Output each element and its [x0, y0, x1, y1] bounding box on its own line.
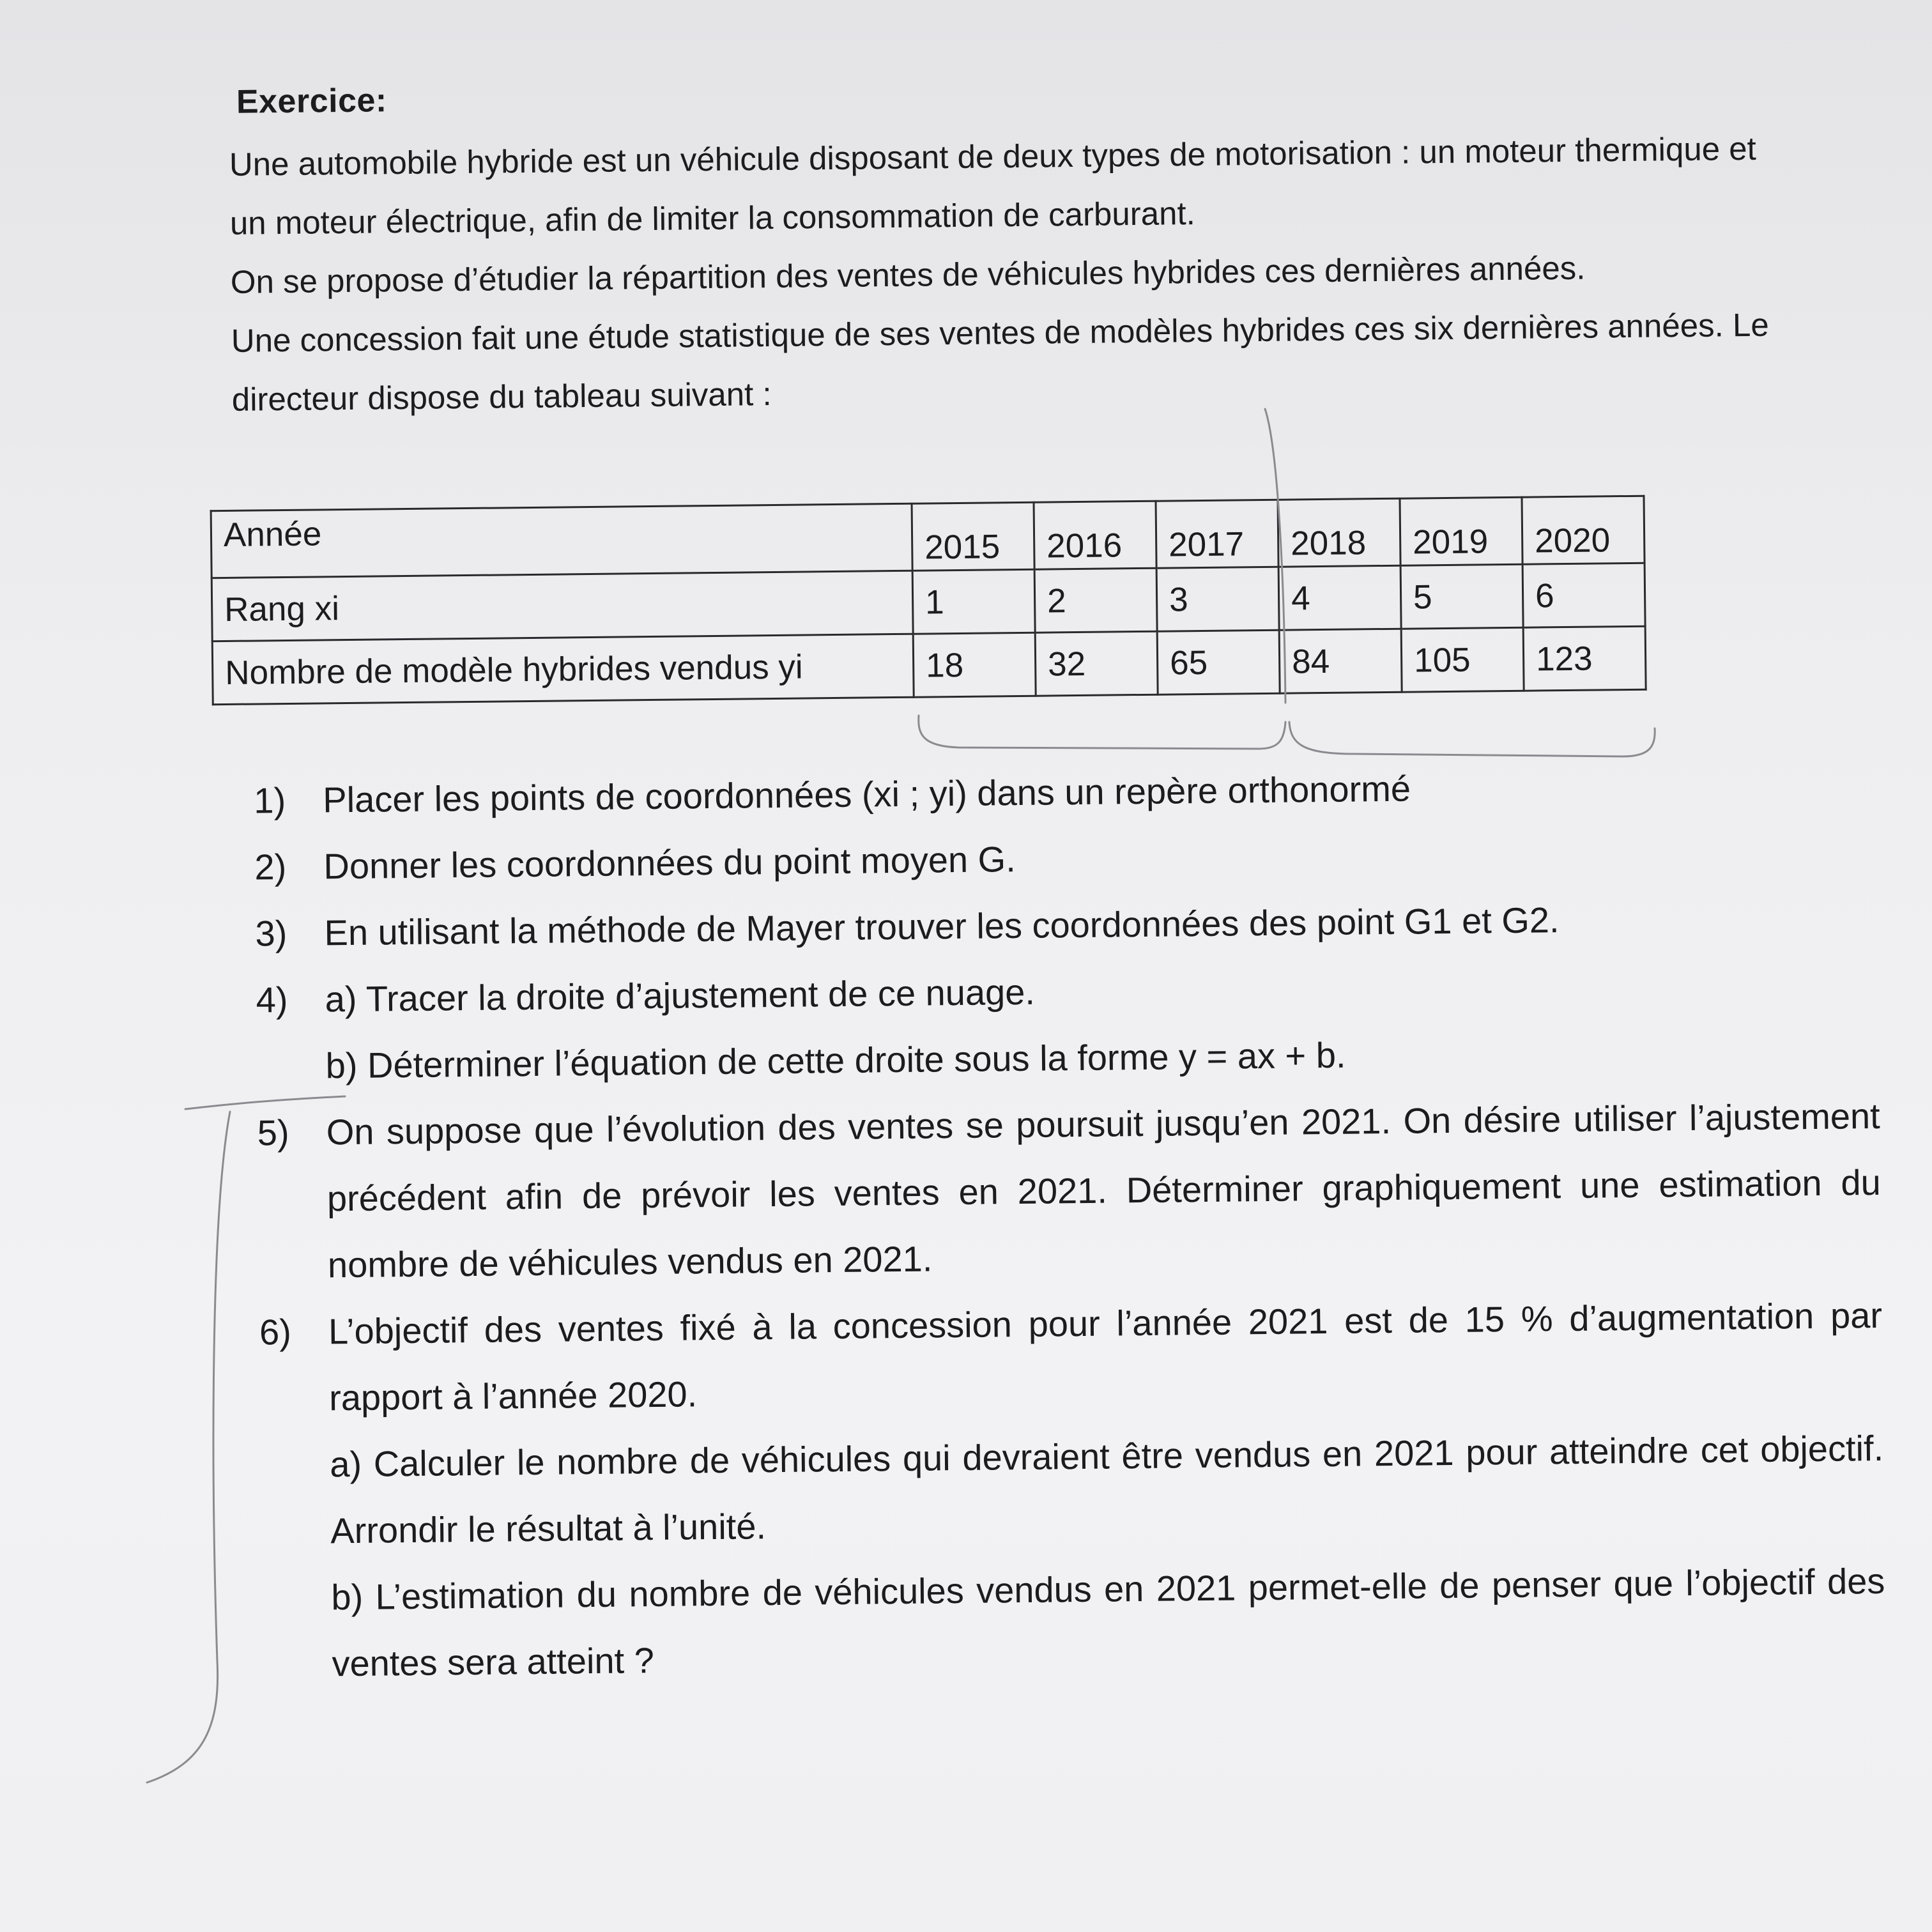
row-label: Rang xi	[211, 571, 913, 641]
question-text: Placer les points de coordonnées (xi ; yi) dans un repère orthonormé	[323, 768, 1411, 820]
table-cell: 1	[912, 569, 1035, 634]
exercise-title: Exercice:	[236, 82, 387, 121]
question-text: En utilisant la méthode de Mayer trouver les coordonnées des point G1 et G2.	[324, 900, 1560, 953]
intro-paragraph: Une automobile hybride est un véhicule disposant de deux types de motorisation : un moteur thermique et un moteur électrique, afin de limiter la consommation de carburant.	[229, 130, 1756, 241]
table-cell: 2016	[1034, 501, 1156, 569]
row-label: Année	[211, 503, 912, 578]
table-cell: 2015	[912, 502, 1034, 571]
question-text: b) L’estimation du nombre de véhicules vendus en 2021 permet-elle de penser que l’objectif des ventes sera atteint ?	[331, 1560, 1885, 1684]
question-number: 1)	[254, 780, 286, 821]
question-text: On suppose que l’évolution des ventes se poursuit jusqu’en 2021. On désire utiliser l’ajustement précédent afin de prévoir les ventes en 2021. Déterminer graphiquement une estimation du nombre de véhicules vendus en 2021.	[326, 1095, 1882, 1285]
table-cell: 65	[1157, 630, 1280, 694]
table-cell: 2018	[1278, 498, 1400, 567]
question-number: 2)	[254, 847, 287, 887]
question-text: b) Déterminer l’équation de cette droite sous la forme y = ax + b.	[325, 1034, 1346, 1086]
table-cell: 5	[1400, 564, 1523, 629]
question-number: 5)	[257, 1112, 289, 1153]
intro-paragraph: Une concession fait une étude statistique de ses ventes de modèles hybrides ces six dernières années. Le directeur dispose du tableau suivant :	[231, 306, 1769, 418]
table-cell: 123	[1523, 626, 1646, 691]
question-number: 6)	[259, 1311, 292, 1353]
table-cell: 2	[1034, 568, 1157, 632]
question-text: a) Calculer le nombre de véhicules qui devraient être vendus en 2021 pour atteindre cet objectif. Arrondir le résultat à l’unité.	[329, 1427, 1884, 1551]
question-6	[259, 1282, 1886, 1698]
question-text: a) Tracer la droite d’ajustement de ce nuage.	[325, 971, 1036, 1020]
table-cell: 18	[913, 632, 1036, 697]
question-list	[254, 751, 1886, 1698]
question-5	[257, 1083, 1882, 1300]
table-cell: 3	[1156, 567, 1279, 631]
question-4	[256, 950, 1880, 1100]
table-cell: 2020	[1522, 496, 1644, 564]
table-cell: 32	[1035, 631, 1158, 696]
table-cell: 6	[1522, 563, 1645, 627]
question-number: 4)	[256, 979, 288, 1020]
sales-table	[210, 495, 1647, 706]
intro-text	[229, 119, 1778, 429]
row-label: Nombre de modèle hybrides vendus yi	[212, 634, 914, 704]
table-cell: 84	[1279, 629, 1402, 693]
question-text: L’objectif des ventes fixé à la concession pour l’année 2021 est de 15 % d’augmentation par rapport à l’année 2020.	[328, 1294, 1883, 1418]
table-cell: 2017	[1156, 500, 1278, 568]
table-cell: 105	[1401, 627, 1524, 692]
question-number: 3)	[255, 913, 288, 954]
question-text: Donner les coordonnées du point moyen G.	[323, 839, 1016, 887]
table-cell: 4	[1278, 565, 1401, 630]
intro-paragraph: On se propose d’étudier la répartition des ventes de véhicules hybrides ces dernières années.	[230, 249, 1586, 300]
table-cell: 2019	[1400, 497, 1522, 565]
